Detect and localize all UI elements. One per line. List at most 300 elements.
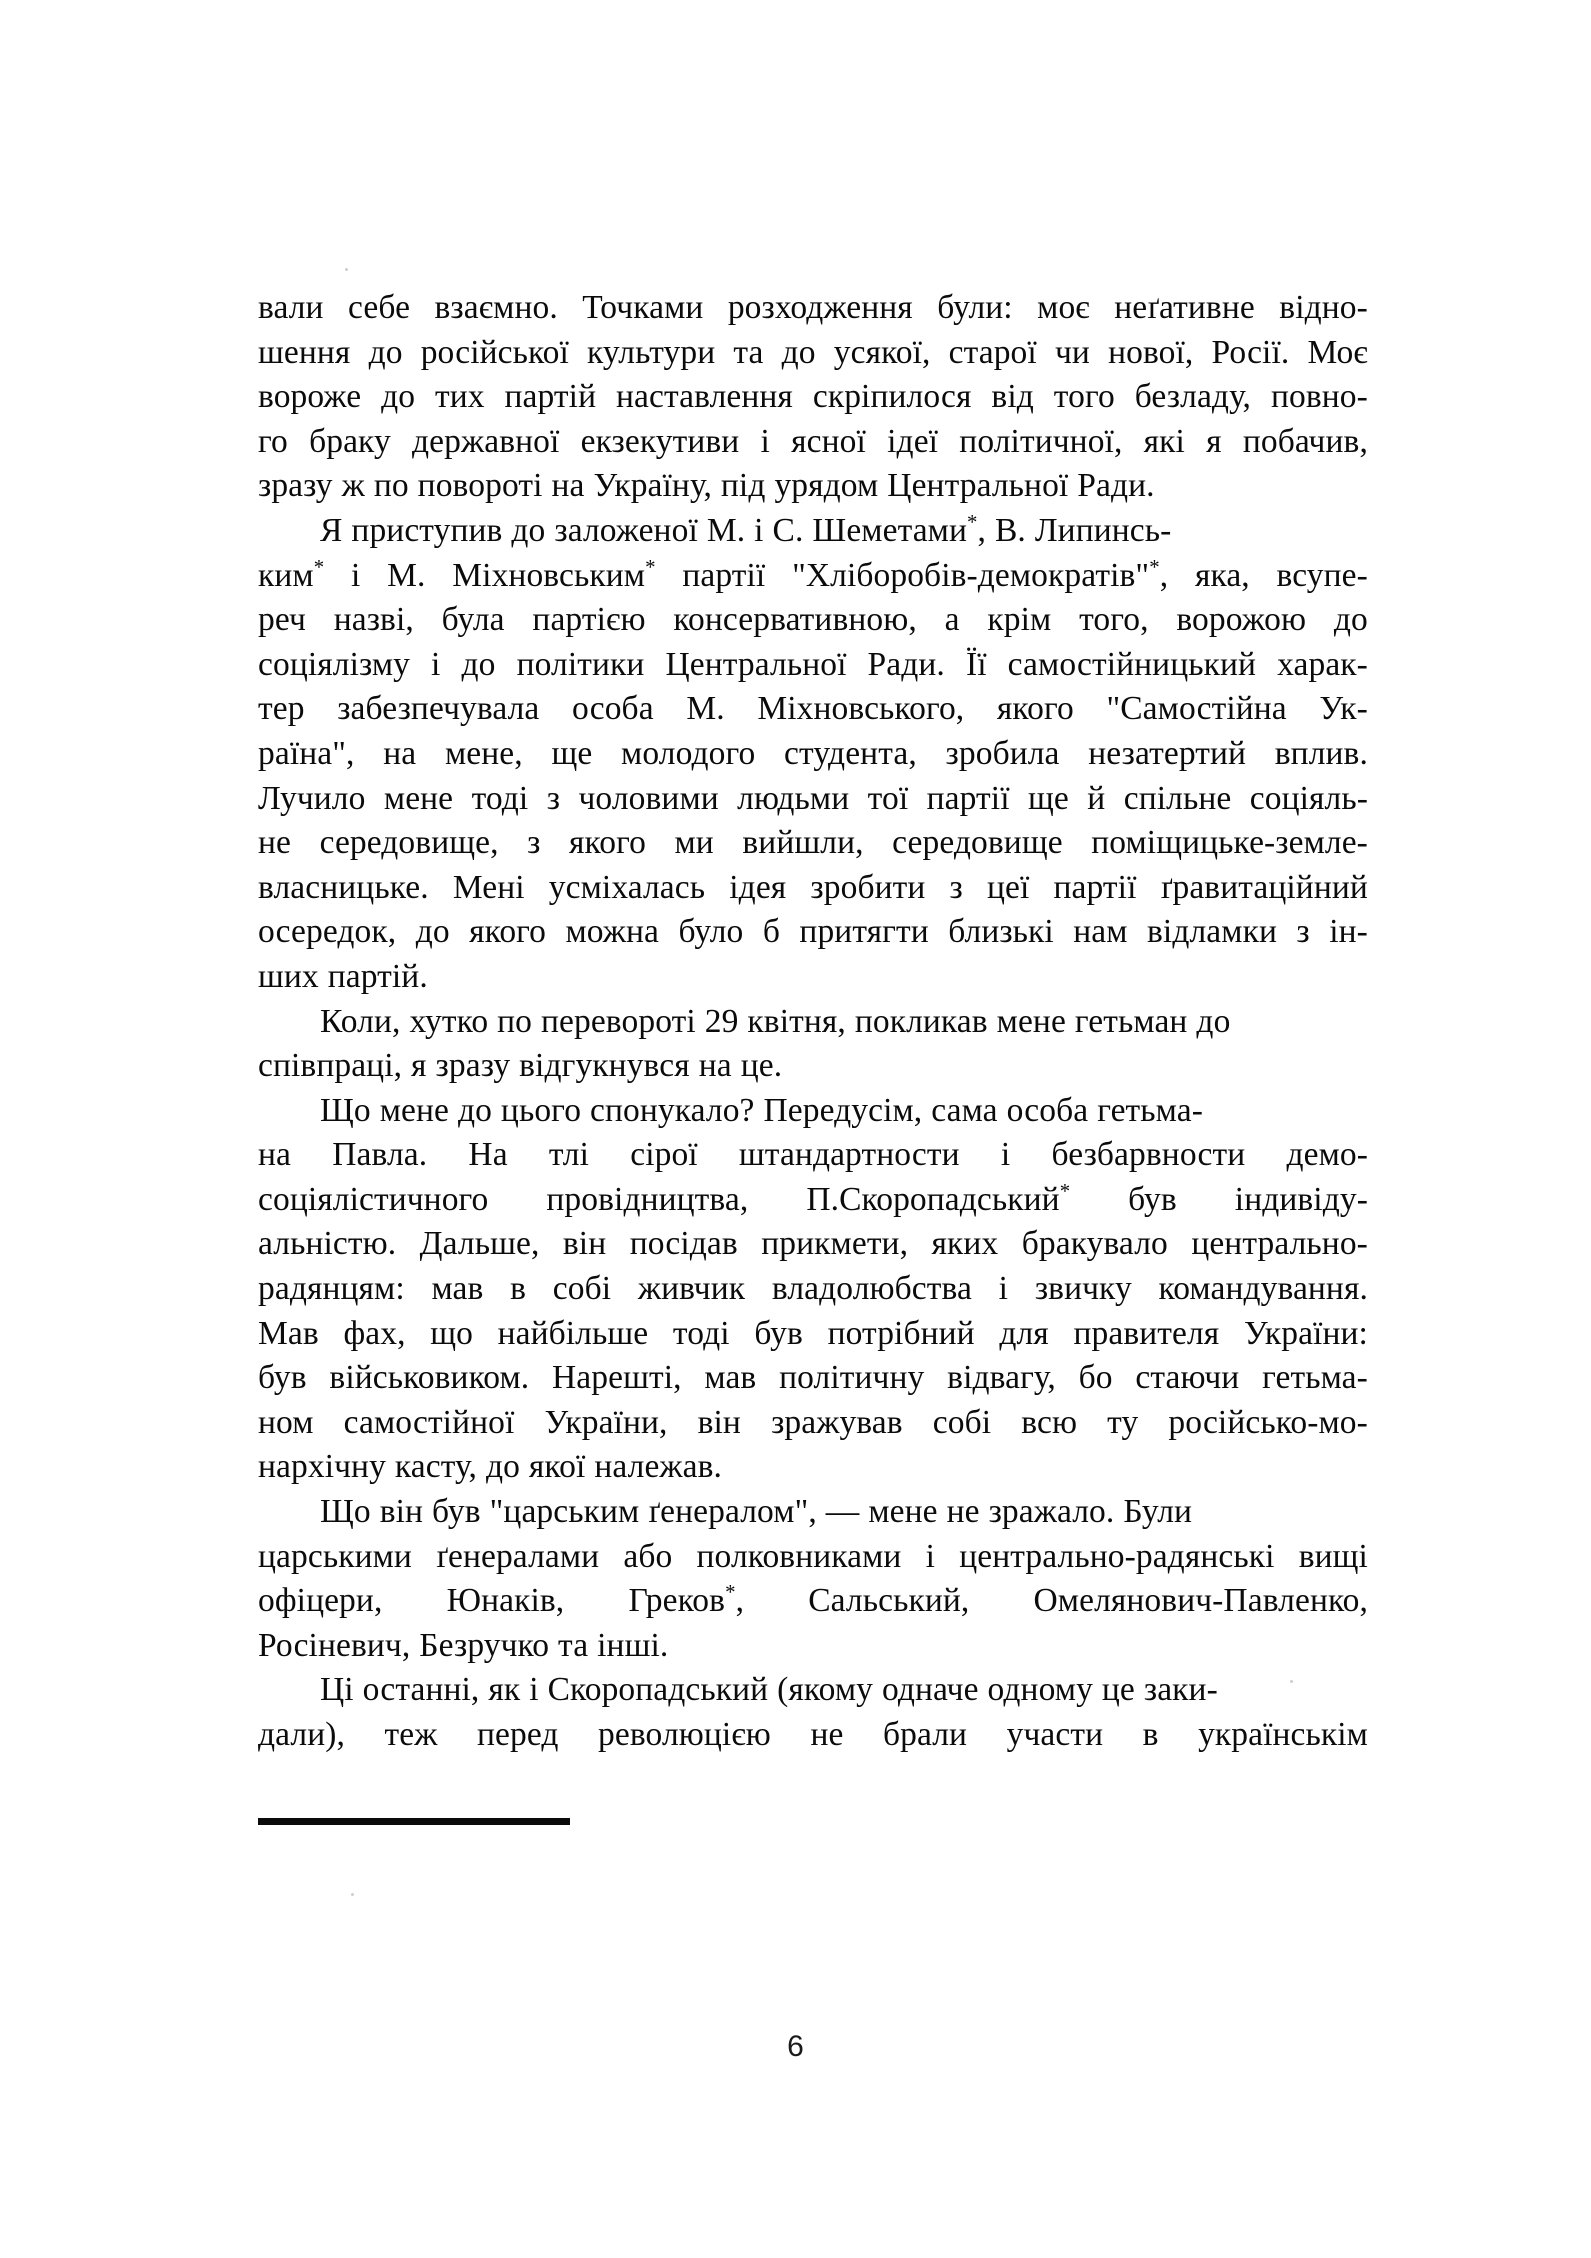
word: найбільше <box>497 1314 649 1352</box>
word-group <box>665 643 846 688</box>
word-group <box>1106 687 1286 732</box>
word-group <box>887 420 938 465</box>
word-group <box>959 420 1122 465</box>
word: чи <box>1054 333 1090 371</box>
text-line <box>258 1713 1368 1758</box>
word: потрібний <box>827 1314 975 1352</box>
word-group <box>1135 1356 1239 1401</box>
word: які <box>1143 422 1185 460</box>
word: ще <box>1028 779 1069 817</box>
word-group <box>447 1579 565 1624</box>
word: був <box>754 1314 803 1352</box>
word: притягти <box>799 913 929 951</box>
word-group <box>987 598 1051 643</box>
word-group <box>258 1133 291 1178</box>
word-group <box>1271 375 1368 420</box>
word: тоді <box>471 779 529 817</box>
word: партії <box>682 556 766 594</box>
word: і <box>760 422 770 460</box>
text-line <box>258 821 1368 866</box>
word-group <box>258 331 350 376</box>
word-group <box>384 777 453 822</box>
word: якого <box>996 690 1074 728</box>
word-group <box>505 375 597 420</box>
text-line: ших партій. <box>258 957 428 995</box>
word-group <box>950 866 963 911</box>
word: військовиком. <box>329 1359 530 1397</box>
word-group <box>431 643 440 688</box>
word: взаємно. <box>434 289 558 326</box>
word: близькі <box>948 913 1054 951</box>
word-group <box>1107 1401 1138 1446</box>
word: тлі <box>548 1136 590 1174</box>
word-group <box>1191 1222 1368 1267</box>
word: політичну <box>779 1359 925 1397</box>
word-group <box>258 1267 405 1312</box>
word: назві, <box>333 601 414 639</box>
text-line <box>258 1267 1368 1312</box>
word-group <box>469 910 546 955</box>
word: радянцям: <box>258 1270 405 1308</box>
word-group <box>431 1267 483 1312</box>
word-group <box>258 910 396 955</box>
word: відно- <box>1279 289 1368 326</box>
word: революцією <box>598 1716 771 1753</box>
word-group <box>532 598 645 643</box>
word: побачив, <box>1242 422 1368 460</box>
word-group <box>621 732 755 777</box>
word: до <box>415 913 450 951</box>
page-number: 6 <box>787 2030 804 2063</box>
word-group <box>754 1312 803 1357</box>
text-line: Ці останні, як і Скоропадський (якому одначе одному це заки- <box>320 1671 1218 1709</box>
word: стаючи <box>1135 1359 1240 1397</box>
word-group <box>549 1133 589 1178</box>
word: живчик <box>637 1270 746 1308</box>
word-group <box>1021 1401 1077 1446</box>
word: Мав <box>258 1314 319 1352</box>
page-body-text <box>258 286 1368 1758</box>
word: з <box>546 779 561 817</box>
paragraph-2 <box>258 509 1368 1000</box>
word: людьми <box>737 779 850 817</box>
word-group <box>1128 1178 1177 1223</box>
word: якого <box>469 913 547 951</box>
word-group <box>1087 777 1105 822</box>
scan-speck <box>345 268 348 271</box>
paragraph-3 <box>258 1000 1368 1089</box>
text-line <box>258 866 1368 911</box>
word: ясної <box>791 422 866 460</box>
word-group <box>868 643 945 688</box>
text-line: Що він був "царським ґенералом", — мене не зражало. Були <box>320 1493 1193 1531</box>
word-group <box>945 598 960 643</box>
word-group <box>1299 1535 1368 1580</box>
word-group <box>453 866 525 911</box>
text-line <box>258 687 1368 732</box>
word: незатертий <box>1088 734 1247 772</box>
word-group <box>337 687 539 732</box>
word: б <box>762 913 780 951</box>
word: вийшли, <box>742 824 864 862</box>
paragraph-4 <box>258 1089 1368 1490</box>
word: середовище <box>892 824 1063 862</box>
word: неґативне <box>1114 289 1255 326</box>
word-group <box>258 375 361 420</box>
word-group <box>1279 286 1368 331</box>
word: тих <box>435 378 485 416</box>
word: та <box>733 333 764 371</box>
word-group <box>1262 1356 1368 1401</box>
word: якого <box>569 824 646 862</box>
word-group <box>1135 375 1251 420</box>
word-group <box>810 866 925 911</box>
word: гетьма- <box>1262 1359 1368 1397</box>
word-group <box>498 1312 649 1357</box>
word: відвагу, <box>947 1359 1056 1397</box>
word-group <box>698 1401 741 1446</box>
footnote-marker: * <box>313 555 325 579</box>
text-line <box>258 643 1368 688</box>
word: себе <box>348 289 411 326</box>
word-group <box>733 331 763 376</box>
word: ідея <box>729 868 787 906</box>
word-group <box>697 1535 902 1580</box>
word: перед <box>476 1716 559 1753</box>
word: посідав <box>629 1225 738 1263</box>
word: крім <box>987 601 1052 639</box>
word-group <box>806 1178 1070 1223</box>
word-group <box>1144 420 1185 465</box>
word: Її <box>965 645 987 683</box>
scan-speck <box>1290 1680 1293 1683</box>
word-group <box>834 331 931 376</box>
word: він <box>562 1225 607 1263</box>
word: правителя <box>1073 1314 1220 1352</box>
word-group <box>258 687 305 732</box>
word: українськім <box>1198 1716 1368 1753</box>
word-group <box>1244 1312 1368 1357</box>
word: ідеї <box>887 422 939 460</box>
word: центрально-радянські <box>959 1537 1275 1575</box>
word: власницьке. <box>258 868 429 906</box>
word: державної <box>412 422 560 460</box>
footnote-marker: * <box>1059 1179 1071 1203</box>
word-group <box>442 598 505 643</box>
footnote-marker: * <box>725 1581 736 1605</box>
word: на <box>383 734 417 772</box>
word-group <box>320 821 499 866</box>
word: молодого <box>621 734 756 772</box>
word: партії <box>1053 868 1137 906</box>
text-line: Я приступив до заложеної М. і С. Шеметами*, В. Липинсь- <box>320 510 1172 549</box>
word-group <box>932 1222 999 1267</box>
word-group <box>334 598 414 643</box>
word-group <box>385 1713 438 1758</box>
text-line <box>258 910 1368 955</box>
word-group <box>510 1267 526 1312</box>
word: демо- <box>1286 1136 1368 1174</box>
word: усякої, <box>833 333 931 371</box>
word: і <box>925 1537 936 1575</box>
text-line <box>258 1535 1368 1580</box>
word-group <box>623 1535 672 1580</box>
word: розходження <box>727 289 913 326</box>
word-group <box>1307 331 1367 376</box>
word: Росії. <box>1211 333 1290 371</box>
word-group <box>258 1312 319 1357</box>
word-group <box>1329 910 1368 955</box>
word: того <box>1053 378 1115 416</box>
word: браку <box>309 422 391 460</box>
word: ном <box>258 1403 314 1441</box>
word: Центральної <box>665 645 847 683</box>
word: студента, <box>784 734 917 772</box>
word: а <box>944 601 960 639</box>
word-group <box>782 331 816 376</box>
word: тої <box>867 779 909 817</box>
word-group <box>1250 777 1368 822</box>
word: середовище, <box>319 824 499 862</box>
word: цеї <box>987 868 1030 906</box>
word: провідництва, <box>546 1180 749 1218</box>
word: собі <box>552 1270 612 1308</box>
word-group <box>1088 732 1246 777</box>
word-group <box>546 1178 748 1223</box>
word-group <box>1168 1401 1367 1446</box>
word-group <box>445 732 523 777</box>
paragraph-6 <box>258 1668 1368 1757</box>
word: культури <box>587 333 716 371</box>
word: безбарвности <box>1051 1136 1246 1174</box>
word-group <box>757 687 964 732</box>
word-group <box>959 1535 1274 1580</box>
word-group <box>434 286 557 331</box>
word: , <box>1159 556 1169 594</box>
word-group <box>946 732 1060 777</box>
word: Міхновським <box>452 556 646 594</box>
word: ту <box>1107 1403 1139 1441</box>
word-group <box>997 687 1074 732</box>
word-group <box>937 286 1013 331</box>
text-line: співпраці, я зразу відгукнувся на це. <box>258 1047 783 1085</box>
word-group <box>630 1133 697 1178</box>
word-group <box>779 1356 924 1401</box>
word-group <box>673 1312 730 1357</box>
word: ґенералами <box>436 1537 600 1575</box>
word: безладу, <box>1134 378 1252 416</box>
word: політики <box>516 645 645 683</box>
word-group <box>1319 687 1368 732</box>
word: Міхновського, <box>757 690 965 728</box>
word-group <box>771 1401 903 1446</box>
word-group <box>1235 1178 1368 1223</box>
word: всупе- <box>1276 556 1368 594</box>
word-group <box>551 732 592 777</box>
word: з <box>1296 913 1310 951</box>
word-group <box>763 910 780 955</box>
word: Ук- <box>1319 690 1368 728</box>
word: чоловими <box>578 779 719 817</box>
word: Моє <box>1307 333 1368 371</box>
text-line: Росіневич, Безручко та інші. <box>258 1626 669 1664</box>
word-group <box>412 420 559 465</box>
word: прикмети, <box>761 1225 909 1263</box>
word-group <box>1114 286 1255 331</box>
word-group <box>728 286 913 331</box>
word: всю <box>1021 1403 1078 1441</box>
word: був <box>1128 1180 1177 1218</box>
word-group <box>1296 910 1309 955</box>
word: і <box>431 645 441 683</box>
word: вплив. <box>1274 734 1368 772</box>
word-group <box>966 643 987 688</box>
word-group <box>258 1535 412 1580</box>
word: дали), <box>258 1716 345 1753</box>
word-group <box>682 554 765 599</box>
word-group <box>616 375 793 420</box>
word-group <box>742 821 863 866</box>
word-group <box>991 375 1033 420</box>
word: партією <box>532 601 646 639</box>
word: вороже <box>258 378 362 416</box>
word-group <box>1054 866 1137 911</box>
text-line <box>258 1178 1368 1223</box>
word: мене <box>383 779 454 817</box>
word: російсько-мо- <box>1168 1403 1368 1441</box>
word-group <box>258 420 288 465</box>
word-group <box>369 331 403 376</box>
word-group <box>933 1401 991 1446</box>
word-group <box>258 1401 314 1446</box>
word: мене, <box>444 734 523 772</box>
word-group <box>572 687 654 732</box>
word: На <box>468 1136 508 1174</box>
word: Лучило <box>258 779 366 817</box>
word-group <box>1334 598 1368 643</box>
word: М. <box>387 556 426 594</box>
word-group <box>1007 1713 1104 1758</box>
word-group <box>581 420 740 465</box>
word-group <box>258 554 324 599</box>
word: харак- <box>1277 645 1368 683</box>
word-group <box>883 1713 967 1758</box>
word-group <box>1091 821 1368 866</box>
word-group <box>582 286 703 331</box>
word: Сальський, <box>808 1582 970 1620</box>
word: відламки <box>1147 913 1277 951</box>
word: яка, <box>1194 556 1250 594</box>
text-line <box>258 598 1368 643</box>
word: офіцери, <box>258 1582 383 1620</box>
word-group <box>1206 420 1222 465</box>
word-group <box>868 777 909 822</box>
word-group <box>527 821 540 866</box>
word: що <box>430 1314 473 1352</box>
word: "Хліборобів-демократів" <box>792 556 1150 594</box>
word-group <box>927 777 1010 822</box>
word-group <box>1073 1312 1219 1357</box>
word-group <box>435 375 485 420</box>
word: або <box>623 1537 673 1575</box>
word: Греков <box>628 1582 726 1620</box>
text-line <box>258 375 1368 420</box>
text-line <box>258 331 1368 376</box>
word: ворожою <box>1176 601 1307 639</box>
word: , <box>735 1582 745 1620</box>
word: полковниками <box>696 1537 902 1575</box>
word: до <box>461 645 496 683</box>
word: спільне <box>1123 779 1232 817</box>
word: самостійницький <box>1007 645 1257 683</box>
word: і <box>998 1270 1009 1308</box>
word-group <box>704 1356 756 1401</box>
footnote-marker: * <box>645 555 656 579</box>
text-line <box>258 1356 1368 1401</box>
word-group <box>553 1267 611 1312</box>
word: політичної, <box>959 422 1123 460</box>
word: Омелянович-Павленко, <box>1033 1582 1368 1620</box>
text-line: зразу ж по повороті на Україну, під урядом Центральної Ради. <box>258 467 1155 505</box>
text-line <box>258 1222 1368 1267</box>
word-group <box>258 777 365 822</box>
word: го <box>258 422 288 460</box>
word: нам <box>1073 913 1128 951</box>
text-line <box>258 732 1368 777</box>
word-group <box>808 1579 969 1624</box>
word: командування. <box>1158 1270 1368 1308</box>
word: він <box>697 1403 741 1441</box>
word-group <box>799 910 928 955</box>
word: моє <box>1037 289 1090 326</box>
word-group <box>1147 910 1277 955</box>
word-group <box>258 1713 345 1758</box>
word-group <box>1022 1222 1168 1267</box>
word-group <box>258 866 429 911</box>
word-group <box>1054 375 1115 420</box>
word: вищі <box>1298 1537 1368 1575</box>
word: від <box>991 378 1034 416</box>
word: партій <box>504 378 597 416</box>
word-group <box>772 1267 972 1312</box>
word-group <box>452 554 655 599</box>
word-group <box>348 286 410 331</box>
word-group <box>517 643 645 688</box>
word: ще <box>551 734 593 772</box>
word-group <box>628 1579 744 1624</box>
word-group <box>472 777 529 822</box>
word-group <box>416 910 450 955</box>
word: штандартности <box>738 1136 960 1174</box>
word: зробити <box>810 868 926 906</box>
word-group <box>892 821 1063 866</box>
word-group <box>258 1356 307 1401</box>
word-group <box>1037 286 1090 331</box>
word-group <box>1195 554 1250 599</box>
text-line <box>258 286 1368 331</box>
word-group <box>926 1535 935 1580</box>
word-group <box>1286 1133 1368 1178</box>
word-group <box>1028 777 1069 822</box>
word-group <box>387 554 425 599</box>
word: партії <box>926 779 1010 817</box>
word-group <box>1079 1356 1113 1401</box>
word: України, <box>544 1403 668 1441</box>
word: яких <box>931 1225 999 1263</box>
word: України: <box>1243 1314 1368 1352</box>
word-group <box>309 420 391 465</box>
word-group <box>547 777 560 822</box>
